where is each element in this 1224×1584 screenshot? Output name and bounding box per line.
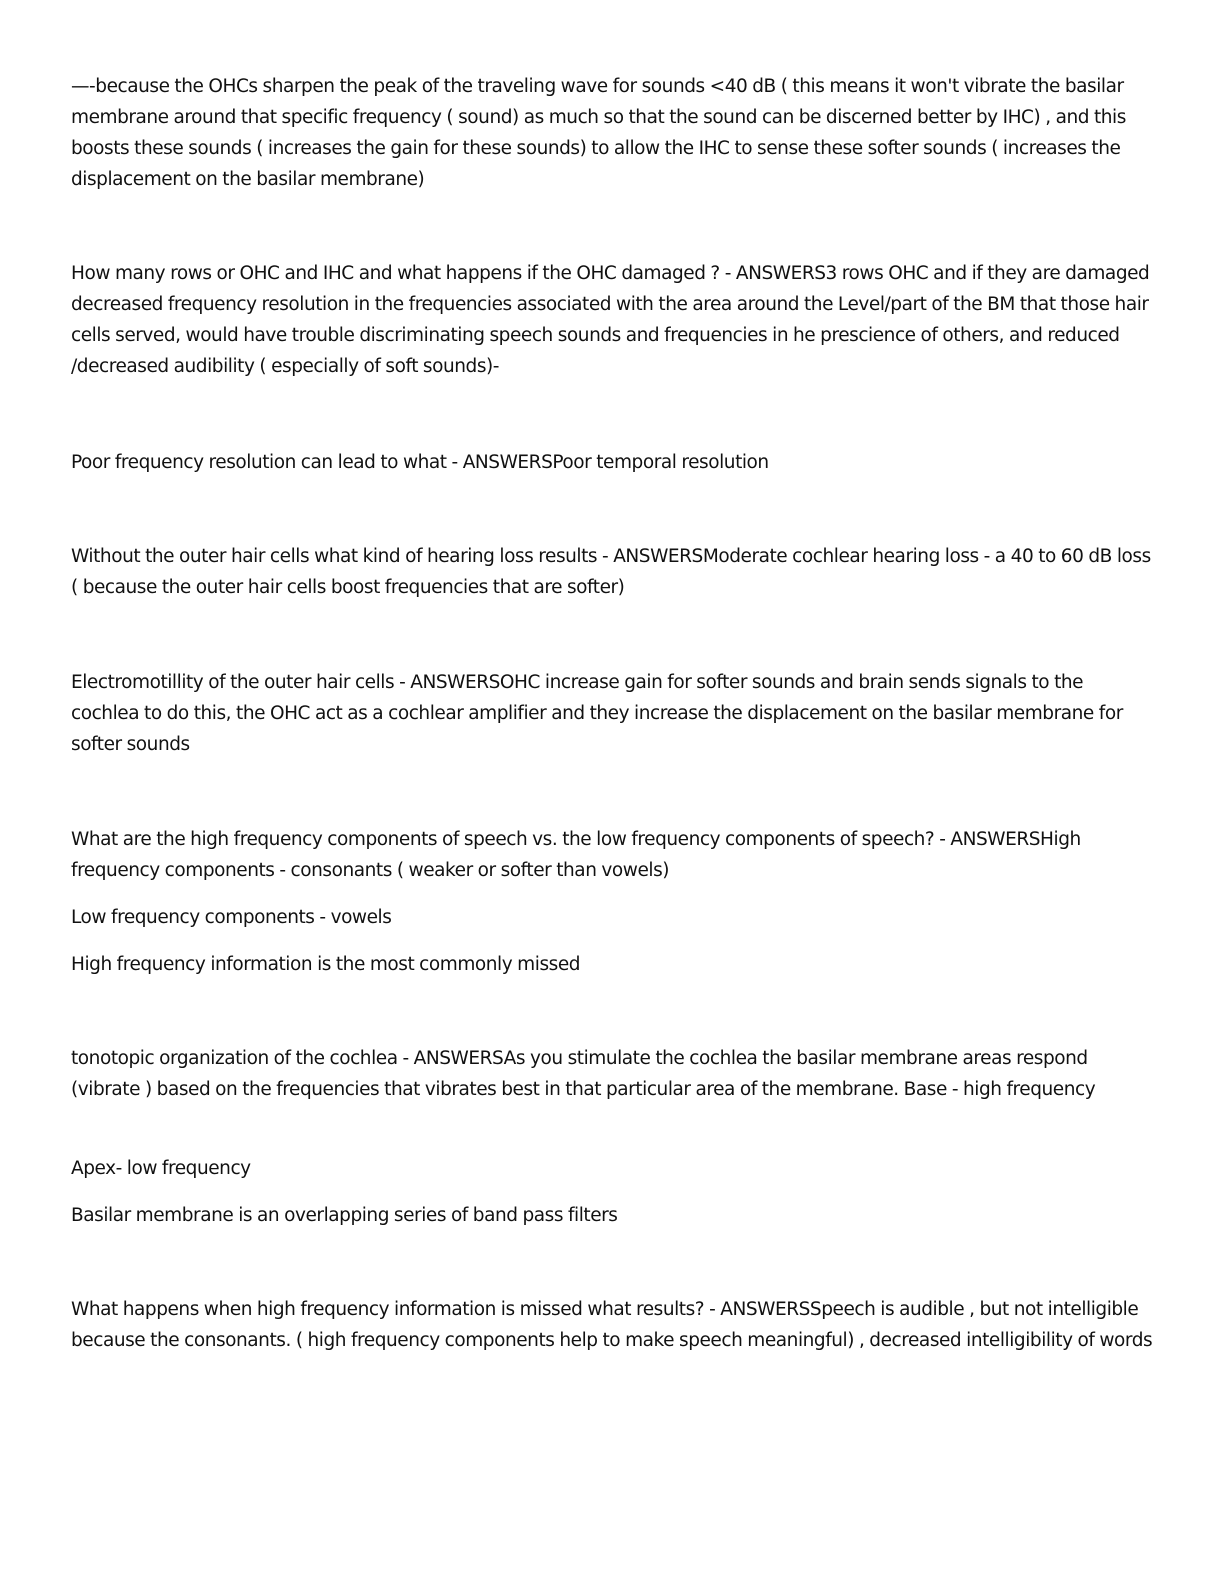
- paragraph-ohc-sharpen-peak: —-because the OHCs sharpen the peak of the traveling wave for sounds <40 dB ( this means it won't vibrate the basilar membrane around that specific frequency ( sound) as much so that the sound can be discerned better by IHC) , and this boosts these sounds ( increases the gain for these sounds) to allow the IHC to sense these softer sounds ( increases the displacement on the basilar membrane): [71, 76, 1126, 190]
- paragraph-rows-ohc-ihc: How many rows or OHC and IHC and what happens if the OHC damaged ? - ANSWERS3 rows OHC and if they are damaged decreased frequency resolution in the frequencies associated with the area around the Level/part of the BM that those hair cells served, would have trouble discriminating speech sounds and frequencies in he prescience of others, and reduced /decreased audibility ( especially of soft sounds)-: [71, 263, 1150, 377]
- paragraph-without-outer-hair-cells: Without the outer hair cells what kind of hearing loss results - ANSWERSModerate cochlear hearing loss - a 40 to 60 dB loss ( because the outer hair cells boost frequencies that are softer): [71, 546, 1151, 598]
- paragraph-electromotility: Electromotillity of the outer hair cells - ANSWERSOHC increase gain for softer sounds and brain sends signals to the cochlea to do this, the OHC act as a cochlear amplifier and they increase the displacement on the basilar membrane for softer sounds: [71, 672, 1123, 755]
- paragraph-high-frequency-missed-results: What happens when high frequency information is missed what results? - ANSWERSSpeech is audible , but not intelligible because the consonants. ( high frequency components help to make speech meaningful) , decreased intelligibility of words: [71, 1299, 1153, 1351]
- paragraph-high-low-frequency-components: What are the high frequency components of speech vs. the low frequency components of speech? - ANSWERSHigh frequency components - consonants ( weaker or softer than vowels): [71, 829, 1081, 881]
- paragraph-poor-frequency-resolution: Poor frequency resolution can lead to what - ANSWERSPoor temporal resolution: [71, 452, 769, 473]
- paragraph-apex-low-frequency: Apex- low frequency: [71, 1158, 251, 1179]
- paragraph-tonotopic-organization: tonotopic organization of the cochlea - ANSWERSAs you stimulate the cochlea the basilar membrane areas respond (vibrate ) based on the frequencies that vibrates best in that particular area of the membrane. Base - high frequency: [71, 1048, 1096, 1100]
- paragraph-band-pass-filters: Basilar membrane is an overlapping series of band pass filters: [71, 1205, 618, 1226]
- paragraph-low-frequency-vowels: Low frequency components - vowels: [71, 907, 392, 928]
- paragraph-high-frequency-missed: High frequency information is the most commonly missed: [71, 954, 581, 975]
